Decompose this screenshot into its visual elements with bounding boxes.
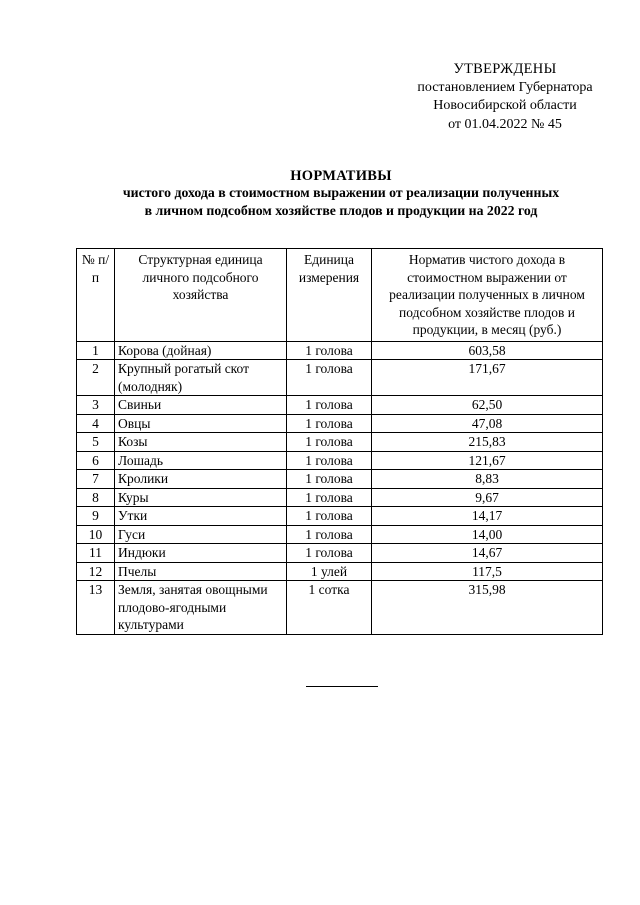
approval-line-3: от 01.04.2022 № 45 bbox=[448, 116, 562, 132]
cell-unit: Земля, занятая овощными плодово-ягодными культурами bbox=[115, 581, 287, 635]
cell-number: 12 bbox=[77, 562, 115, 581]
cell-number: 11 bbox=[77, 544, 115, 563]
table-row bbox=[77, 562, 603, 581]
header-norm: Норматив чистого дохода в стоимостном выражении от реализации полученных в личном подсобном хозяйстве плодов и продукции, в месяц (руб.) bbox=[372, 249, 603, 342]
table-body bbox=[77, 341, 603, 634]
cell-measure: 1 голова bbox=[287, 433, 372, 452]
approval-line-2: Новосибирской области bbox=[433, 98, 577, 113]
cell-number: 8 bbox=[77, 488, 115, 507]
cell-norm: 215,83 bbox=[372, 433, 603, 452]
cell-number: 13 bbox=[77, 581, 115, 635]
subtitle-line-2: в личном подсобном хозяйстве плодов и продукции на 2022 год bbox=[144, 203, 538, 218]
header-unit: Структурная единица личного подсобного хозяйства bbox=[115, 249, 287, 342]
cell-measure: 1 голова bbox=[287, 341, 372, 360]
cell-number: 3 bbox=[77, 396, 115, 415]
cell-unit: Крупный рогатый скот (молодняк) bbox=[115, 360, 287, 396]
cell-norm: 47,08 bbox=[372, 414, 603, 433]
table-row bbox=[77, 451, 603, 470]
cell-norm: 603,58 bbox=[372, 341, 603, 360]
table-row bbox=[77, 360, 603, 396]
cell-measure: 1 голова bbox=[287, 488, 372, 507]
cell-norm: 14,00 bbox=[372, 525, 603, 544]
approval-block bbox=[400, 60, 610, 134]
table-row bbox=[77, 525, 603, 544]
cell-measure: 1 голова bbox=[287, 451, 372, 470]
approval-stamp: УТВЕРЖДЕНЫ bbox=[453, 61, 557, 77]
cell-unit: Свиньи bbox=[115, 396, 287, 415]
cell-unit: Гуси bbox=[115, 525, 287, 544]
cell-measure: 1 голова bbox=[287, 470, 372, 489]
cell-unit: Пчелы bbox=[115, 562, 287, 581]
cell-norm: 117,5 bbox=[372, 562, 603, 581]
cell-measure: 1 голова bbox=[287, 360, 372, 396]
table-row bbox=[77, 544, 603, 563]
cell-number: 7 bbox=[77, 470, 115, 489]
table-row bbox=[77, 414, 603, 433]
cell-number: 5 bbox=[77, 433, 115, 452]
table-row bbox=[77, 341, 603, 360]
table-row bbox=[77, 507, 603, 526]
cell-unit: Утки bbox=[115, 507, 287, 526]
table-row bbox=[77, 470, 603, 489]
cell-measure: 1 голова bbox=[287, 544, 372, 563]
subtitle-line-1: чистого дохода в стоимостном выражении от реализации полученных bbox=[122, 185, 560, 200]
cell-norm: 171,67 bbox=[372, 360, 603, 396]
cell-unit: Корова (дойная) bbox=[115, 341, 287, 360]
document-subtitle bbox=[80, 184, 602, 220]
table-row bbox=[77, 581, 603, 635]
header-number: № п/п bbox=[77, 249, 115, 342]
cell-unit: Куры bbox=[115, 488, 287, 507]
cell-norm: 9,67 bbox=[372, 488, 603, 507]
cell-norm: 62,50 bbox=[372, 396, 603, 415]
cell-unit: Кролики bbox=[115, 470, 287, 489]
cell-unit: Индюки bbox=[115, 544, 287, 563]
table-row bbox=[77, 488, 603, 507]
cell-unit: Козы bbox=[115, 433, 287, 452]
cell-number: 9 bbox=[77, 507, 115, 526]
cell-number: 10 bbox=[77, 525, 115, 544]
cell-norm: 14,17 bbox=[372, 507, 603, 526]
cell-measure: 1 голова bbox=[287, 414, 372, 433]
cell-unit: Овцы bbox=[115, 414, 287, 433]
cell-measure: 1 голова bbox=[287, 507, 372, 526]
table-row bbox=[77, 396, 603, 415]
cell-number: 1 bbox=[77, 341, 115, 360]
cell-measure: 1 сотка bbox=[287, 581, 372, 635]
cell-norm: 121,67 bbox=[372, 451, 603, 470]
closing-divider bbox=[306, 686, 378, 687]
norms-table bbox=[76, 248, 603, 635]
header-measure: Единица измерения bbox=[287, 249, 372, 342]
table-row bbox=[77, 433, 603, 452]
cell-norm: 14,67 bbox=[372, 544, 603, 563]
cell-norm: 8,83 bbox=[372, 470, 603, 489]
cell-measure: 1 голова bbox=[287, 396, 372, 415]
table-header-row bbox=[77, 249, 603, 342]
cell-number: 4 bbox=[77, 414, 115, 433]
cell-norm: 315,98 bbox=[372, 581, 603, 635]
cell-measure: 1 улей bbox=[287, 562, 372, 581]
approval-line-1: постановлением Губернатора bbox=[417, 79, 593, 95]
cell-measure: 1 голова bbox=[287, 525, 372, 544]
document-title: НОРМАТИВЫ bbox=[290, 168, 392, 184]
cell-unit: Лошадь bbox=[115, 451, 287, 470]
cell-number: 2 bbox=[77, 360, 115, 396]
cell-number: 6 bbox=[77, 451, 115, 470]
